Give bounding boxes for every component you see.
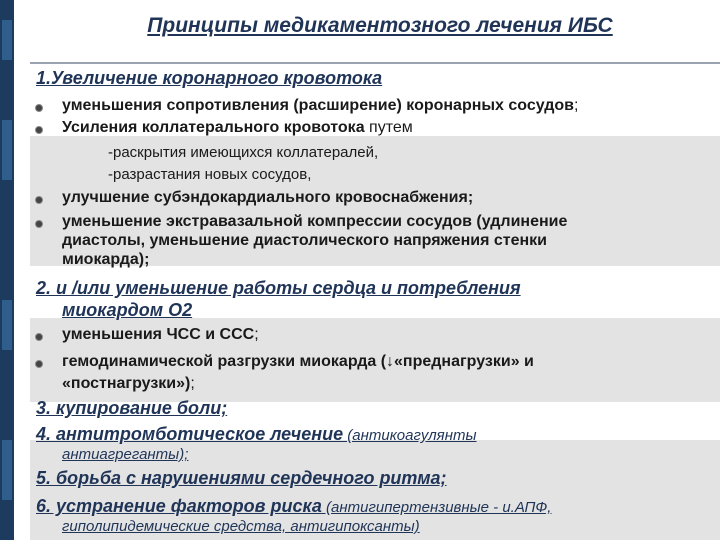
left-bar-segment: [2, 120, 12, 180]
section1-heading: 1.Увеличение коронарного кровотока: [36, 68, 383, 88]
bullet-icon: [35, 333, 43, 341]
section4-note: антиагреганты);: [62, 446, 189, 463]
list-item: Усиления коллатерального кровотока путем: [62, 119, 413, 136]
sub-item: -разрастания новых сосудов,: [108, 166, 312, 183]
title-divider: [30, 62, 720, 64]
section3-heading: 3. купирование боли;: [36, 398, 228, 418]
bullet-icon: [35, 126, 43, 134]
bullet-icon: [35, 104, 43, 112]
sub-item: -раскрытия имеющихся коллатералей,: [108, 144, 379, 161]
list-item: уменьшения сопротивления (расширение) коронарных сосудов;: [62, 97, 579, 114]
list-item: уменьшение экстравазальной компрессии сосудов (удлинение: [62, 213, 568, 230]
section6-note: гиполипидемические средства, антигипоксанты): [62, 518, 420, 535]
list-item: гемодинамической разгрузки миокарда (↓«преднагрузки» и: [62, 353, 534, 370]
bullet-icon: [35, 360, 43, 368]
list-item-continuation: «постнагрузки»);: [62, 375, 195, 392]
left-bar-segment: [2, 440, 12, 500]
list-item: уменьшения ЧСС и ССС;: [62, 326, 259, 343]
section2-heading-continuation: миокардом О2: [62, 300, 193, 320]
list-item: улучшение субэндокардиального кровоснабжения;: [62, 189, 474, 206]
left-bar-segment: [2, 300, 12, 350]
section2-heading: 2. и /или уменьшение работы сердца и потребления: [36, 278, 521, 298]
section5-heading: 5. борьба с нарушениями сердечного ритма;: [36, 468, 447, 488]
slide-title: Принципы медикаментозного лечения ИБС: [147, 14, 613, 37]
section6-heading: 6. устранение факторов риска (антигипертензивные - и.АПФ,: [36, 496, 552, 516]
list-item-continuation: диастолы, уменьшение диастолического напряжения стенки: [62, 232, 547, 249]
left-decor-bar: [0, 0, 14, 540]
bullet-icon: [35, 220, 43, 228]
bullet-icon: [35, 196, 43, 204]
list-item-continuation: миокарда);: [62, 251, 150, 268]
section4-heading: 4. антитромботическое лечение (антикоагулянты: [36, 424, 477, 444]
left-bar-segment: [2, 20, 12, 60]
